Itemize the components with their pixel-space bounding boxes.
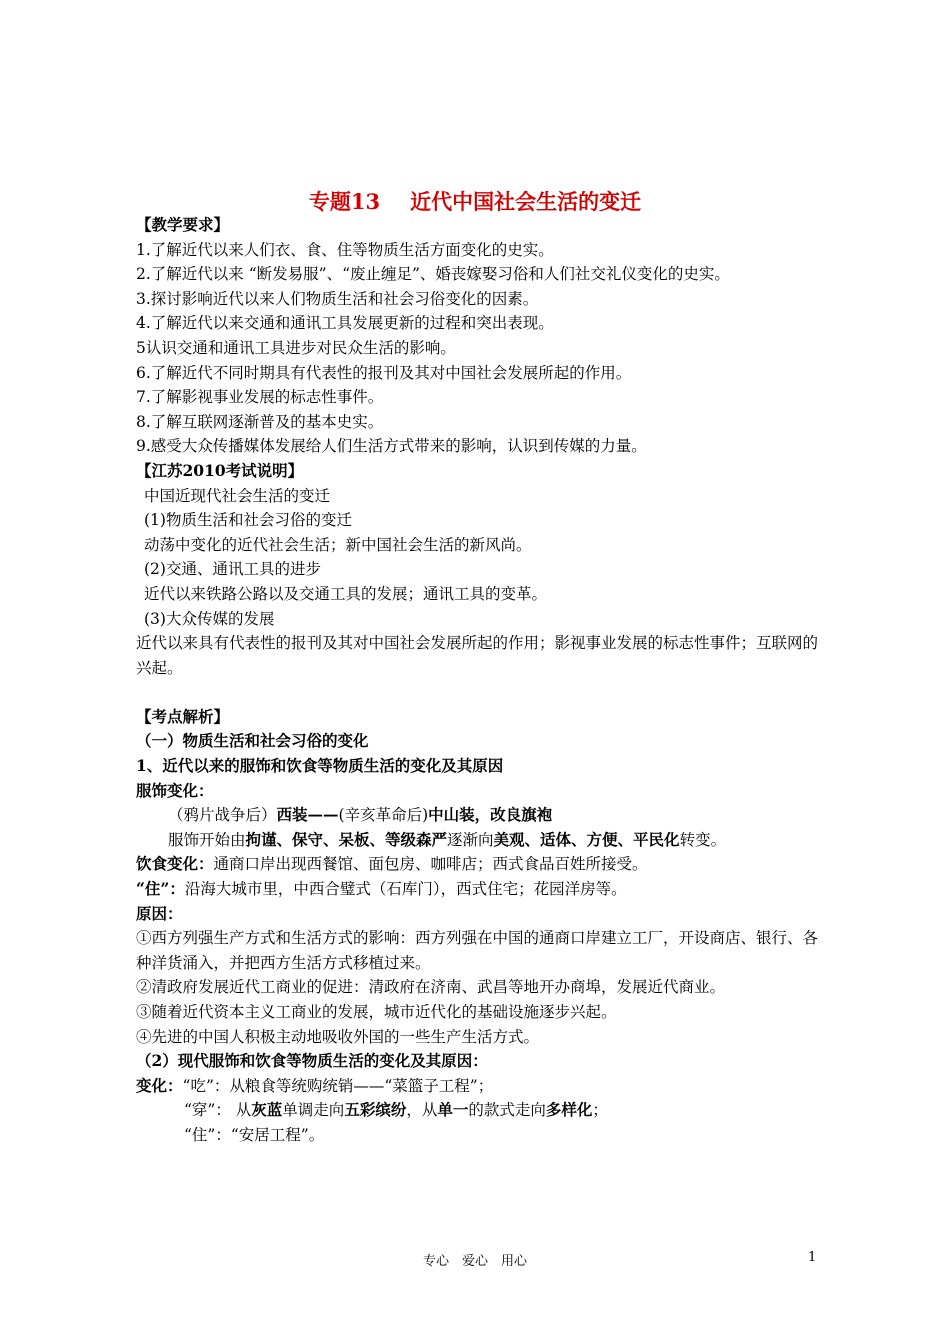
footer-motto: 专心 爱心 用心: [422, 1254, 527, 1269]
text-span: 通商口岸出现西餐馆、面包房、咖啡店；西式食品百姓所接受。: [213, 855, 648, 874]
exam-item: (2)交通、通讯工具的进步: [144, 560, 321, 579]
text-span: “穿”： 从: [184, 1101, 252, 1120]
text-span: ；: [592, 1101, 608, 1120]
req-item: 9.感受大众传播媒体发展给人们生活方式带来的影响，认识到传媒的力量。: [136, 437, 647, 456]
exam-item: 动荡中变化的近代社会生活；新中国社会生活的新风尚。: [144, 535, 532, 554]
req-item: 1.了解近代以来人们衣、食、住等物质生活方面变化的史实。: [136, 240, 554, 259]
reason-item: ②清政府发展近代工商业的促进：清政府在济南、武昌等地开办商埠，发展近代商业。: [136, 978, 726, 997]
text-span: 转变。: [679, 830, 727, 849]
req-item: 7.了解影视事业发展的标志性事件。: [136, 388, 384, 407]
part-heading: （一）物质生活和社会习俗的变化: [136, 731, 369, 751]
item-heading: 1、近代以来的服饰和饮食等物质生活的变化及其原因: [136, 756, 504, 776]
text-span: 单调走向: [282, 1101, 345, 1120]
text-span: “吃”：从粮食等统购统销——“菜篮子工程”；: [182, 1076, 494, 1095]
section-header-analysis: 【考点解析】: [136, 706, 230, 726]
title-text: 近代中国社会生活的变迁: [410, 189, 642, 214]
modern-change-wear: [136, 1098, 826, 1123]
bold-span: 美观、适体、方便、平民化: [493, 829, 680, 849]
bold-span: 多样化: [545, 1100, 593, 1120]
title-number: 专题13: [308, 189, 381, 214]
text-span: （鸦片战争后）: [168, 806, 277, 825]
housing-change-line: [136, 877, 826, 902]
bold-span: 单一: [437, 1100, 469, 1120]
bold-span: 灰蓝: [251, 1100, 283, 1120]
document-body: [136, 213, 826, 1148]
modern-change-live: “住”：“安居工程”。: [184, 1125, 325, 1144]
bold-span: 变化：: [136, 1075, 183, 1095]
req-item: 5认识交通和通讯工具进步对民众生活的影响。: [136, 338, 456, 357]
text-span: ，从: [406, 1101, 438, 1120]
req-item: 2.了解近代以来 “断发易服”、“废止缠足”、婚丧嫁娶习俗和人们社交礼仪变化的史实。: [136, 265, 730, 284]
exam-item: 近代以来铁路公路以及交通工具的发展；通讯工具的变革。: [144, 584, 548, 603]
exam-item: 中国近现代社会生活的变迁: [144, 486, 331, 505]
clothing-change-line: [136, 803, 826, 828]
section-header-requirements: 【教学要求】: [136, 215, 230, 234]
reason-item: ①西方列强生产方式和生活方式的影响：西方列强在中国的通商口岸建立工厂，开设商店、银行、各种洋货涌入，并把西方生活方式移植过来。: [136, 929, 819, 972]
req-item: 8.了解互联网逐渐普及的基本史实。: [136, 412, 384, 431]
bold-span: “住”：: [136, 879, 185, 899]
bold-span: 饮食变化：: [136, 854, 214, 874]
item-heading: （2）现代服饰和饮食等物质生活的变化及其原因：: [136, 1051, 488, 1071]
bold-span: 五彩缤纷: [344, 1100, 407, 1120]
req-item: 4.了解近代以来交通和通讯工具发展更新的过程和突出表现。: [136, 314, 554, 333]
clothing-trend-line: [136, 828, 826, 853]
reason-item: ③随着近代资本主义工商业的发展，城市近代化的基础设施逐步兴起。: [136, 1003, 617, 1021]
text-span: 沿海大城市里，中西合璧式（石库门），西式住宅；花园洋房等。: [184, 880, 627, 899]
text-span: (辛亥革命后): [338, 806, 429, 825]
exam-item: (1)物质生活和社会习俗的变迁: [144, 511, 352, 530]
bold-span: 中山装，改良旗袍: [428, 805, 553, 825]
clothing-label: 服饰变化：: [136, 780, 214, 800]
req-item: 3.探讨影响近代以来人们物质生活和社会习俗变化的因素。: [136, 289, 539, 308]
food-change-line: [136, 852, 826, 877]
exam-item-long: 近代以来具有代表性的报刊及其对中国社会发展所起的作用；影视事业发展的标志性事件；互联网的兴起。: [136, 634, 819, 677]
page-title: [0, 186, 950, 216]
text-span: 服饰开始由: [168, 830, 246, 849]
req-item: 6.了解近代不同时期具有代表性的报刊及其对中国社会发展所起的作用。: [136, 363, 632, 382]
text-span: 的款式走向: [468, 1101, 546, 1120]
reason-item: ④先进的中国人积极主动地吸收外国的一些生产生活方式。: [136, 1027, 540, 1046]
bold-span: 西装——: [276, 805, 339, 825]
reason-label: 原因：: [136, 903, 183, 923]
modern-change-eat: [136, 1074, 826, 1099]
page-number: 1: [808, 1250, 817, 1265]
exam-item: (3)大众传媒的发展: [144, 609, 275, 628]
section-header-exam: 【江苏2010考试说明】: [136, 460, 304, 480]
text-span: 逐渐向: [447, 830, 494, 849]
spacer: [136, 680, 826, 705]
bold-span: 拘谨、保守、呆板、等级森严: [245, 829, 448, 849]
